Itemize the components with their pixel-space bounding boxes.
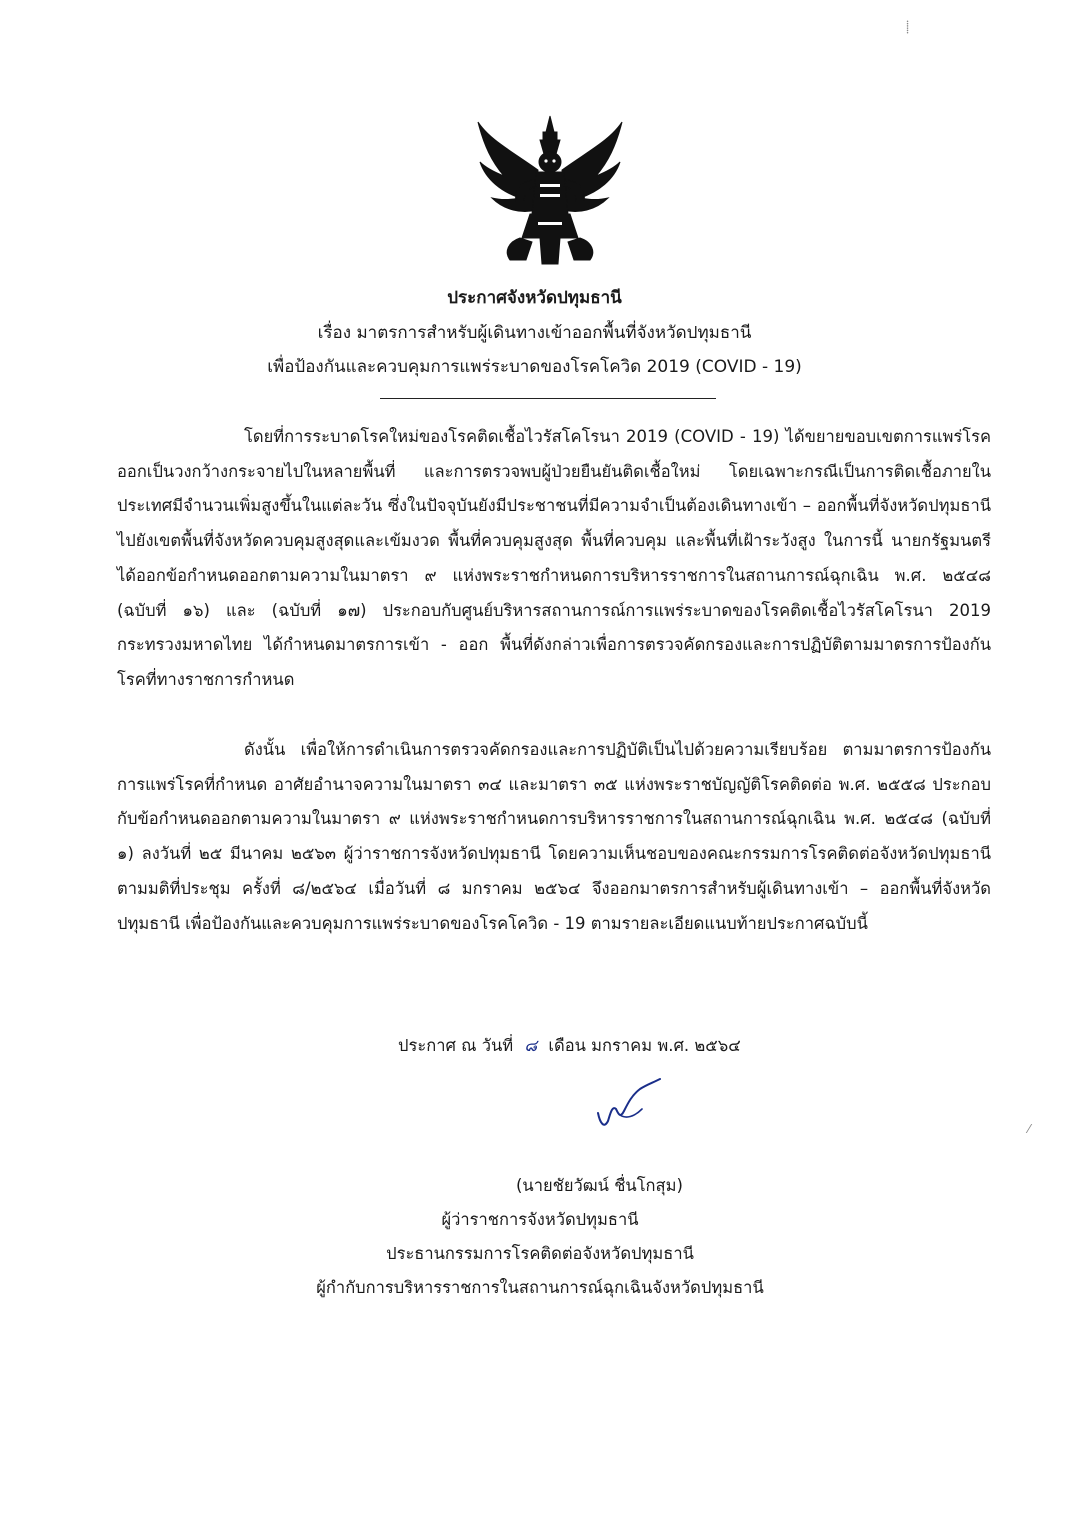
dateline-suffix: เดือน มกราคม พ.ศ. ๒๕๖๔ <box>548 1036 741 1055</box>
dateline-prefix: ประกาศ ณ วันที่ <box>398 1036 514 1055</box>
body-paragraph-1-text: โดยที่การระบาดโรคใหม่ของโรคติดเชื้อไวรัสโคโรนา 2019 (COVID - 19) ได้ขยายขอบเขตการแพร่โรคออกเป็นวงกว้างกระจายไปในหลายพื้นที่ และการตรวจพบผู้ป่วยยืนยันติดเชื้อใหม่ โดยเฉพาะกรณีเป็นการติดเชื้อภายในประเทศมีจำนวนเพิ่มสูงขึ้นในแต่ละวัน ซึ่งในปัจจุบันยังมีประชาชนที่มีความจำเป็นต้องเดินทางเข้า – ออกพื้นที่จังหวัดปทุมธานีไปยังเขตพื้นที่จังหวัดควบคุมสูงสุดและเข้มงวด พื้นที่ควบคุมสูงสุด พื้นที่ควบคุม และพื้นที่เฝ้าระวังสูง ในการนี้ นายกรัฐมนตรีได้ออกข้อกำหนดออกตามความในมาตรา ๙ แห่งพระราชกำหนดการบริหารราชการในสถานการณ์ฉุกเฉิน พ.ศ. ๒๕๔๘ (ฉบับที่ ๑๖) และ (ฉบับที่ ๑๗) ประกอบกับศูนย์บริหารสถานการณ์การแพร่ระบาดของโรคติดเชื้อไวรัสโคโรนา 2019 กระทรวงมหาดไทย ได้กำหนดมาตรการเข้า - ออก พื้นที่ดังกล่าวเพื่อการตรวจคัดกรองและการปฏิบัติตามมาตรการป้องกันโรคที่ทางราชการกำหนด <box>117 427 991 689</box>
announcement-subject: เรื่อง มาตรการสำหรับผู้เดินทางเข้าออกพื้นที่จังหวัดปทุมธานี <box>317 323 752 343</box>
announcement-title: ประกาศจังหวัดปทุมธานี <box>447 288 622 308</box>
signatory-position-3: ผู้กำกับการบริหารราชการในสถานการณ์ฉุกเฉินจังหวัดปทุมธานี <box>316 1278 764 1297</box>
scan-speck: ⸽ <box>906 20 910 34</box>
dateline-day: ๘ <box>524 1036 538 1055</box>
signatory-name: (นายชัยวัฒน์ ชื่นโกสุม) <box>516 1176 683 1195</box>
scan-speck: ⁄ <box>1028 1122 1031 1136</box>
announcement-subject-line2: เพื่อป้องกันและควบคุมการแพร่ระบาดของโรคโควิด 2019 (COVID - 19) <box>267 357 802 377</box>
body-paragraph-2 <box>117 733 991 941</box>
garuda-emblem-icon <box>470 110 630 270</box>
signatory-position-1: ผู้ว่าราชการจังหวัดปทุมธานี <box>441 1210 639 1229</box>
dateline <box>398 1033 741 1059</box>
handwritten-signature <box>590 1075 670 1135</box>
signatory-position-2: ประธานกรรมการโรคติดต่อจังหวัดปทุมธานี <box>386 1244 694 1263</box>
title-divider <box>380 398 716 399</box>
body-paragraph-1 <box>117 420 991 698</box>
body-paragraph-2-text: ดังนั้น เพื่อให้การดำเนินการตรวจคัดกรองและการปฏิบัติเป็นไปด้วยความเรียบร้อย ตามมาตรการป้องกันการแพร่โรคที่กำหนด อาศัยอำนาจความในมาตรา ๓๔ และมาตรา ๓๕ แห่งพระราชบัญญัติโรคติดต่อ พ.ศ. ๒๕๕๘ ประกอบกับข้อกำหนดออกตามความในมาตรา ๙ แห่งพระราชกำหนดการบริหารราชการในสถานการณ์ฉุกเฉิน พ.ศ. ๒๕๔๘ (ฉบับที่ ๑) ลงวันที่ ๒๕ มีนาคม ๒๕๖๓ ผู้ว่าราชการจังหวัดปทุมธานี โดยความเห็นชอบของคณะกรรมการโรคติดต่อจังหวัดปทุมธานี ตามมติที่ประชุม ครั้งที่ ๘/๒๕๖๔ เมื่อวันที่ ๘ มกราคม ๒๕๖๔ จึงออกมาตรการสำหรับผู้เดินทางเข้า – ออกพื้นที่จังหวัดปทุมธานี เพื่อป้องกันและควบคุมการแพร่ระบาดของโรคโควิด - 19 ตามรายละเอียดแนบท้ายประกาศฉบับนี้ <box>117 740 991 933</box>
